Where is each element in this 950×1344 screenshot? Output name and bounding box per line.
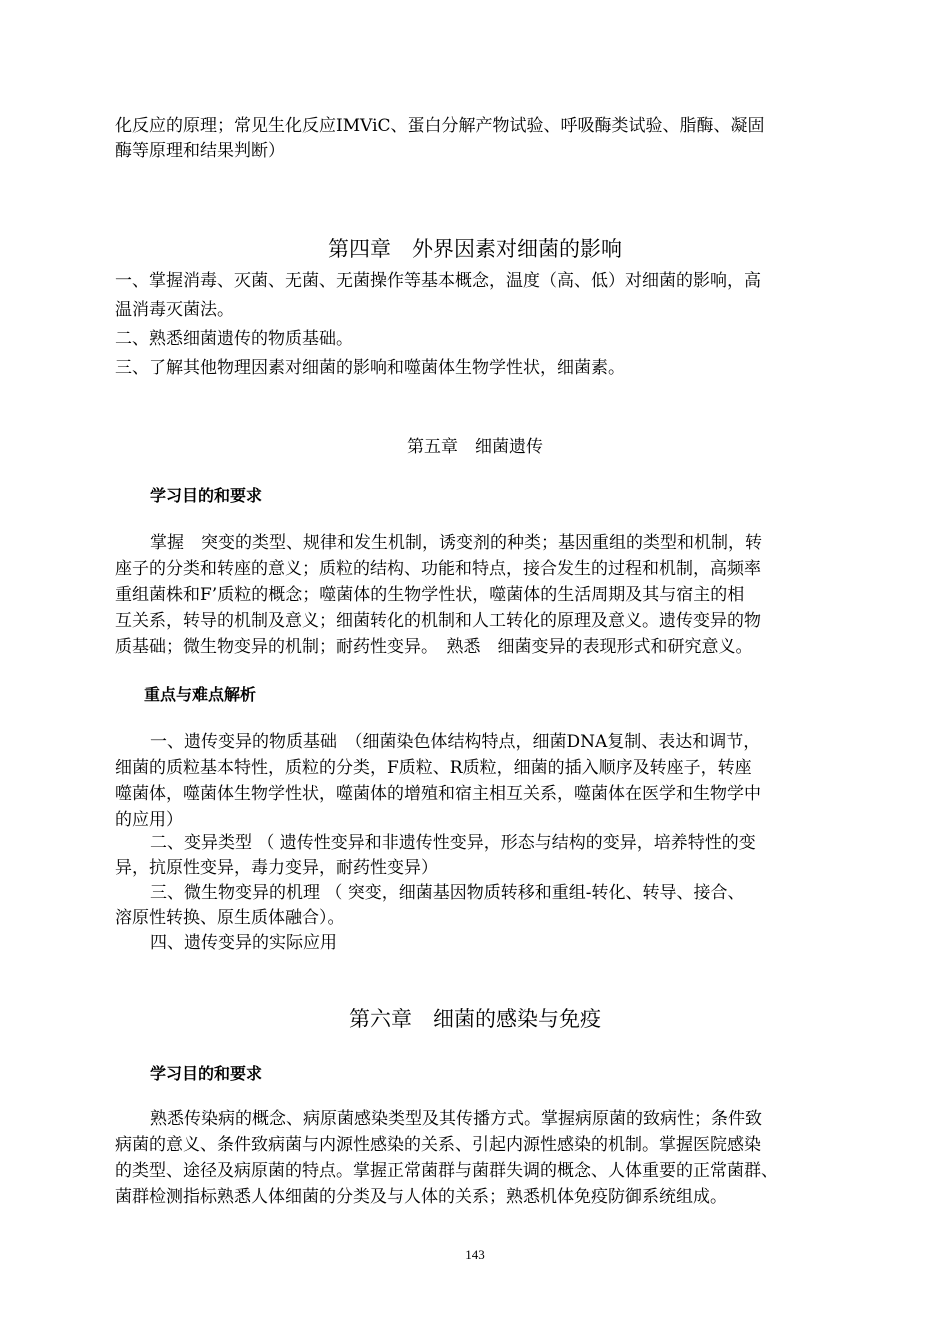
paragraph-line: 四、遗传变异的实际应用 (150, 933, 337, 953)
paragraph-line: 病菌的意义、条件致病菌与内源性感染的关系、引起内源性感染的机制。掌握医院感染 (115, 1135, 761, 1155)
paragraph-line: 熟悉传染病的概念、病原菌感染类型及其传播方式。掌握病原菌的致病性；条件致 (150, 1109, 762, 1129)
chapter-title: 第六章 细菌的感染与免疫 (349, 1007, 601, 1031)
paragraph-line: 温消毒灭菌法。 (115, 300, 234, 320)
paragraph-line: 一、掌握消毒、灭菌、无菌、无菌操作等基本概念，温度（高、低）对细菌的影响，高 (115, 271, 761, 291)
paragraph-line: 座子的分类和转座的意义；质粒的结构、功能和特点，接合发生的过程和机制，高频率 (115, 559, 761, 579)
paragraph-line: 掌握 突变的类型、规律和发生机制，诱变剂的种类；基因重组的类型和机制，转 (150, 533, 762, 553)
paragraph-line: 互关系，转导的机制及意义；细菌转化的机制和人工转化的原理及意义。遗传变异的物 (115, 611, 761, 631)
section-heading: 学习目的和要求 (150, 486, 263, 505)
paragraph-line: 异，抗原性变异，毒力变异，耐药性变异） (115, 858, 438, 878)
section-heading: 重点与难点解析 (144, 685, 257, 704)
paragraph-line: 噬菌体，噬菌体生物学性状，噬菌体的增殖和宿主相互关系，噬菌体在医学和生物学中 (115, 784, 761, 804)
chapter-title: 第四章 外界因素对细菌的影响 (328, 237, 622, 261)
paragraph-line: 三、了解其他物理因素对细菌的影响和噬菌体生物学性状，细菌素。 (115, 358, 625, 378)
paragraph-line: 二、变异类型 （ 遗传性变异和非遗传性变异，形态与结构的变异，培养特性的变 (150, 833, 756, 853)
page-number: 143 (465, 1247, 485, 1262)
paragraph-line: 菌群检测指标熟悉人体细菌的分类及与人体的关系；熟悉机体免疫防御系统组成。 (115, 1187, 727, 1207)
section-heading: 学习目的和要求 (150, 1064, 263, 1083)
paragraph-line: 的类型、途径及病原菌的特点。掌握正常菌群与菌群失调的概念、人体重要的正常菌群、 (115, 1161, 778, 1181)
paragraph-line: 的应用） (115, 810, 183, 830)
chapter-title: 第五章 细菌遗传 (407, 437, 543, 457)
paragraph-line: 酶等原理和结果判断） (115, 141, 285, 161)
paragraph-line: 一、遗传变异的物质基础 （细菌染色体结构特点，细菌DNA复制、表达和调节， (150, 732, 761, 752)
paragraph-line: 三、微生物变异的机理 （ 突变，细菌基因物质转移和重组-转化、转导、接合、 (150, 883, 745, 903)
paragraph-line: 化反应的原理；常见生化反应IMViC、蛋白分解产物试验、呼吸酶类试验、脂酶、凝固 (115, 116, 765, 136)
paragraph-line: 质基础；微生物变异的机制；耐药性变异。 熟悉 细菌变异的表现形式和研究意义。 (115, 637, 753, 657)
paragraph-line: 重组菌株和F’质粒的概念；噬菌体的生物学性状，噬菌体的生活周期及其与宿主的相 (115, 585, 745, 605)
paragraph-line: 二、熟悉细菌遗传的物质基础。 (115, 329, 353, 349)
paragraph-line: 细菌的质粒基本特性，质粒的分类，F质粒、R质粒，细菌的插入顺序及转座子，转座 (115, 758, 752, 778)
paragraph-line: 溶原性转换、原生质体融合）。 (115, 908, 345, 928)
